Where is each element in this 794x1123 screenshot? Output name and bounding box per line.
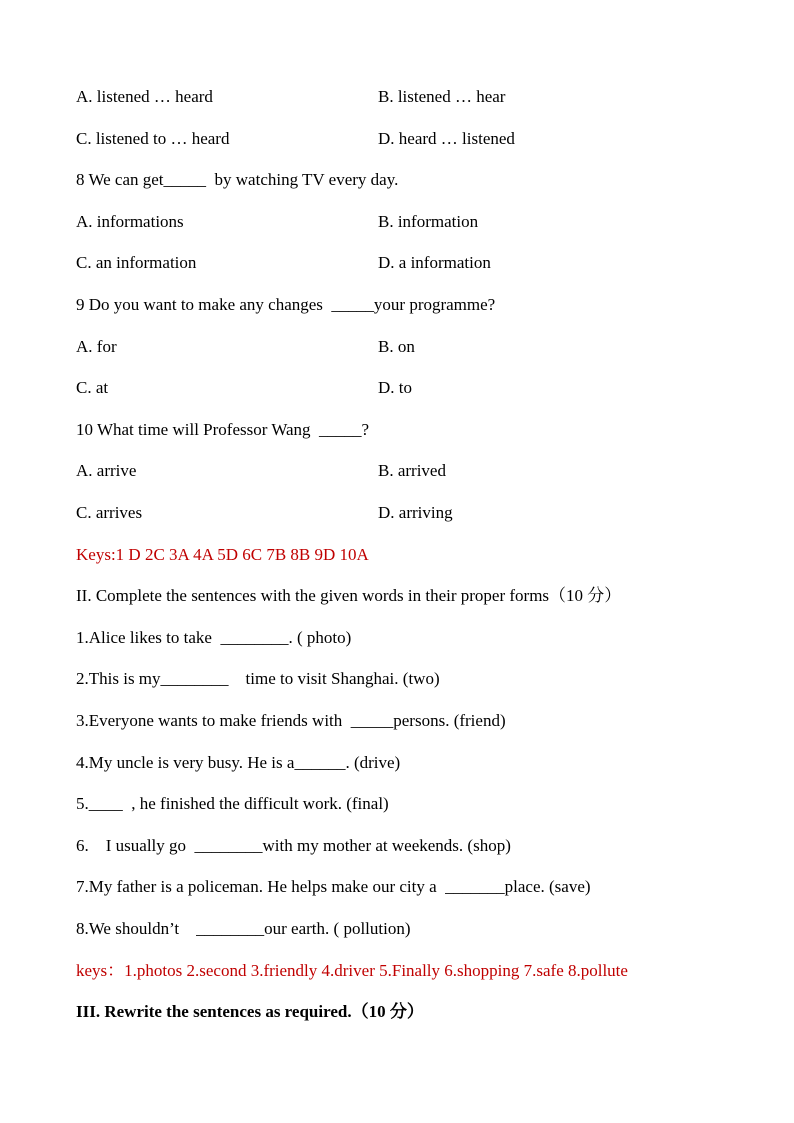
part3-heading: III. Rewrite the sentences as required.（10 分） [76, 1002, 424, 1021]
q9-option-a: A. for [76, 337, 117, 356]
q10-stem: 10 What time will Professor Wang _____? [76, 420, 370, 439]
q7-option-b: B. listened … hear [378, 87, 506, 106]
part2-heading: II. Complete the sentences with the given words in their proper forms（10 分） [76, 586, 622, 605]
q9-option-c: C. at [76, 378, 109, 397]
q10-option-a: A. arrive [76, 461, 137, 480]
part2-item-1: 1.Alice likes to take ________. ( photo) [76, 628, 352, 647]
q10-option-b: B. arrived [378, 461, 446, 480]
q8-stem: 8 We can get_____ by watching TV every day. [76, 170, 399, 189]
part2-item-8: 8.We shouldn’t ________our earth. ( pollution) [76, 919, 411, 938]
q7-option-d: D. heard … listened [378, 129, 515, 148]
q10-option-d: D. arriving [378, 503, 453, 522]
q9-option-d: D. to [378, 378, 412, 397]
part2-item-2: 2.This is my________ time to visit Shanghai. (two) [76, 669, 440, 688]
q8-option-a: A. informations [76, 212, 184, 231]
answer-keys-part1: Keys:1 D 2C 3A 4A 5D 6C 7B 8B 9D 10A [76, 545, 369, 564]
part2-item-6: 6. I usually go ________with my mother at weekends. (shop) [76, 836, 511, 855]
q7-option-c: C. listened to … heard [76, 129, 230, 148]
part2-item-5: 5.____ , he finished the difficult work. (final) [76, 794, 389, 813]
q8-option-c: C. an information [76, 253, 197, 272]
answer-keys-part2: keys：1.photos 2.second 3.friendly 4.driver 5.Finally 6.shopping 7.safe 8.pollute [76, 961, 628, 980]
q10-option-c: C. arrives [76, 503, 143, 522]
part2-item-4: 4.My uncle is very busy. He is a______. (drive) [76, 753, 401, 772]
q8-option-d: D. a information [378, 253, 491, 272]
part2-item-3: 3.Everyone wants to make friends with _____persons. (friend) [76, 711, 506, 730]
q9-stem: 9 Do you want to make any changes _____your programme? [76, 295, 496, 314]
q8-option-b: B. information [378, 212, 479, 231]
part2-item-7: 7.My father is a policeman. He helps make our city a _______place. (save) [76, 877, 591, 896]
q7-option-a: A. listened … heard [76, 87, 213, 106]
q9-option-b: B. on [378, 337, 415, 356]
